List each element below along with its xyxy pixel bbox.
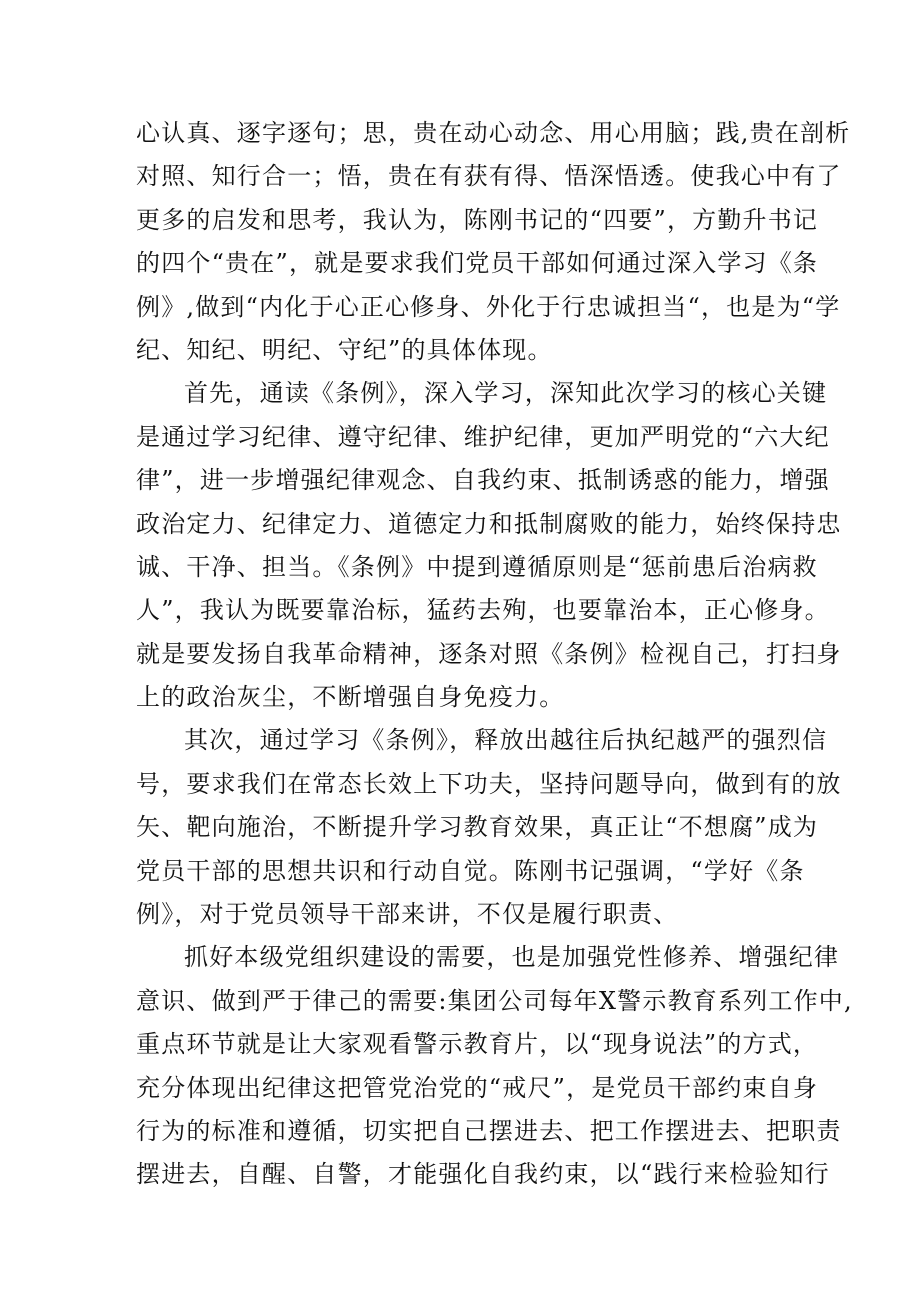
text-line: 更多的启发和思考，我认为，陈刚书记的“四要”，方勤升书记 bbox=[136, 205, 819, 234]
text-line: 充分体现出纪律这把管党治党的“戒尺”，是党员干部约束自身 bbox=[136, 1073, 819, 1102]
body-text bbox=[136, 112, 853, 1197]
text-line: 摆进去，自醒、自警，才能强化自我约束，以“践行来检验知行 bbox=[136, 1160, 830, 1189]
text-line: 心认真、逐字逐句；思，贵在动心动念、用心用脑；践,贵在剖析 bbox=[136, 119, 851, 147]
text-line: 例》,做到“内化于心正心修身、外化于行忠诚担当“，也是为“学 bbox=[136, 292, 841, 321]
text-line: 是通过学习纪律、遵守纪律、维护纪律，更加严明党的“六大纪 bbox=[136, 422, 830, 451]
text-line: 对照、知行合一；悟，贵在有获有得、悟深悟透。使我心中有了 bbox=[136, 162, 842, 191]
text-line: 就是要发扬自我革命精神，逐条对照《条例》检视自己，打扫身 bbox=[136, 639, 842, 668]
text-line: 人”，我认为既要靠治标，猛药去殉，也要靠治本，正心修身。 bbox=[136, 596, 830, 625]
paragraph-first-line: 抓好本级党组织建设的需要，也是加强党性修养、增强纪律 bbox=[184, 943, 840, 972]
text-line: 党员干部的思想共识和行动自觉。陈刚书记强调，“学好《条 bbox=[136, 856, 805, 885]
text-line: 例》，对于党员领导干部来讲，不仅是履行职责、 bbox=[136, 900, 679, 929]
text-line: 重点环节就是让大家观看警示教育片，以“现身说法”的方式， bbox=[136, 1030, 819, 1059]
text-line: 政治定力、纪律定力、道德定力和抵制腐败的能力，始终保持忠 bbox=[136, 509, 842, 538]
text-line: 上的政治灰尘，不断增强自身免疫力。 bbox=[136, 683, 565, 712]
text-line: 诚、干净、担当。《条例》中提到遵循原则是“惩前患后治病救 bbox=[136, 552, 818, 581]
text-line: 矢、靶向施治，不断提升学习教育效果，真正让“不想腐”成为 bbox=[136, 813, 819, 842]
text-line: 纪、知纪、明纪、守纪”的具体体现。 bbox=[136, 335, 553, 364]
text-line: 号，要求我们在常态长效上下功夫，坚持问题导向，做到有的放 bbox=[136, 769, 842, 798]
paragraph-first-line: 首先，通读《条例》，深入学习，深知此次学习的核心关键 bbox=[184, 379, 828, 408]
text-line: 的四个“贵在”，就是要求我们党员干部如何通过深入学习《条 bbox=[136, 249, 819, 278]
text-line: 意识、做到严于律己的需要:集团公司每年X警示教育系列工作中, bbox=[136, 986, 853, 1015]
text-line: 律”，进一步增强纪律观念、自我约束、抵制诱惑的能力，增强 bbox=[136, 466, 830, 495]
paragraph-first-line: 其次，通过学习《条例》，释放出越往后执纪越严的强烈信 bbox=[184, 726, 828, 755]
text-line: 行为的标准和遵循，切实把自己摆进去、把工作摆进去、把职责 bbox=[136, 1116, 842, 1145]
